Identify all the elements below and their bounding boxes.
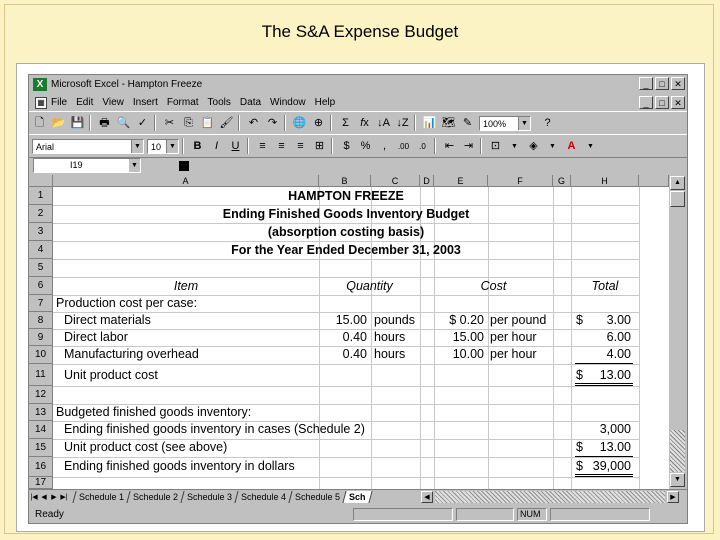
format-painter-icon[interactable]: 🖌 bbox=[219, 116, 234, 129]
total-manufacturing-overhead[interactable]: 4.00 bbox=[606, 347, 631, 361]
first-sheet-icon[interactable]: |◀ bbox=[30, 494, 38, 501]
scroll-track[interactable] bbox=[670, 430, 685, 472]
decrease-decimal-button[interactable]: .0 bbox=[419, 141, 426, 151]
copy-icon[interactable]: ⎘ bbox=[184, 116, 193, 129]
web-toolbar-icon[interactable]: ⊕ bbox=[313, 116, 324, 129]
report-subtitle[interactable]: Ending Finished Goods Inventory Budget bbox=[222, 207, 470, 221]
total-direct-labor[interactable]: 6.00 bbox=[606, 330, 631, 344]
window-controls bbox=[639, 77, 685, 90]
menu-help[interactable]: Help bbox=[314, 97, 336, 108]
tab-label: Schedule 3 bbox=[187, 492, 233, 502]
name-box[interactable] bbox=[33, 158, 141, 173]
tab-schedule-3[interactable] bbox=[180, 491, 238, 503]
status-num: NUM bbox=[520, 508, 541, 519]
subtotal-underline bbox=[575, 363, 633, 364]
bold-button[interactable]: B bbox=[193, 139, 202, 152]
print-preview-icon[interactable]: 🔍 bbox=[116, 116, 131, 129]
scroll-down-icon[interactable]: ▼ bbox=[670, 473, 685, 487]
vertical-scrollbar[interactable] bbox=[669, 175, 687, 489]
chevron-down-icon[interactable]: ▼ bbox=[587, 142, 594, 150]
cost-direct-labor[interactable]: 15.00 bbox=[452, 330, 484, 344]
header-quantity[interactable]: Quantity bbox=[346, 279, 393, 293]
total-double-underline bbox=[575, 385, 633, 386]
row-header-15[interactable]: 15 bbox=[29, 439, 53, 457]
column-header-c[interactable]: C bbox=[371, 175, 420, 187]
row-label-unit-product-cost-ref[interactable]: Unit product cost (see above) bbox=[64, 440, 228, 454]
font-size-value: 10 bbox=[151, 141, 162, 152]
report-period[interactable]: For the Year Ended December 31, 2003 bbox=[231, 243, 461, 257]
toolbar-separator bbox=[89, 115, 91, 131]
menu-window[interactable]: Window bbox=[270, 97, 306, 108]
status-panel bbox=[456, 508, 514, 521]
tab-schedule-4[interactable] bbox=[235, 491, 293, 503]
toolbar-separator bbox=[154, 115, 156, 131]
toolbar-separator bbox=[238, 115, 240, 131]
prev-sheet-icon[interactable]: ◀ bbox=[41, 494, 47, 501]
tab-schedule-2[interactable] bbox=[126, 491, 184, 503]
grid-line bbox=[53, 477, 639, 478]
excel-doc-icon[interactable]: ▦ bbox=[35, 97, 47, 109]
grid-line bbox=[53, 364, 639, 365]
doc-restore-button[interactable]: □ bbox=[655, 96, 669, 109]
chevron-down-icon[interactable]: ▼ bbox=[511, 142, 518, 150]
office-assistant-icon[interactable]: ? bbox=[544, 116, 551, 129]
column-header-d[interactable]: D bbox=[420, 175, 434, 187]
window-title: Microsoft Excel - Hampton Freeze bbox=[51, 78, 203, 90]
toolbar-separator bbox=[480, 138, 482, 154]
sort-descending-icon[interactable]: ↓Z bbox=[396, 116, 409, 129]
row-header-17[interactable]: 17 bbox=[29, 477, 53, 489]
status-text: Ready bbox=[35, 508, 64, 520]
worksheet-grid[interactable] bbox=[29, 175, 669, 489]
total-direct-materials[interactable]: 3.00 bbox=[606, 313, 631, 327]
chevron-down-icon[interactable]: ▼ bbox=[549, 142, 556, 150]
section-production-cost[interactable]: Production cost per case: bbox=[56, 296, 198, 310]
total-ending-inventory-dollars[interactable]: 39,000 bbox=[592, 459, 631, 473]
decrease-indent-icon[interactable]: ⇤ bbox=[444, 139, 455, 152]
row-header-6[interactable]: 6 bbox=[29, 277, 53, 295]
increase-decimal-button[interactable]: .00 bbox=[397, 141, 410, 151]
qty-manufacturing-overhead[interactable]: 0.40 bbox=[342, 347, 367, 361]
excel-app-icon[interactable]: X bbox=[33, 78, 47, 91]
save-icon[interactable]: 💾 bbox=[70, 116, 85, 129]
tab-label: Schedule 4 bbox=[241, 492, 287, 502]
tab-label: Schedule 1 bbox=[79, 492, 125, 502]
font-name-select[interactable] bbox=[32, 139, 144, 154]
grid-line bbox=[53, 259, 639, 260]
row-header-9[interactable]: 9 bbox=[29, 329, 53, 346]
total-sign: $ bbox=[576, 368, 583, 382]
cut-icon[interactable]: ✂ bbox=[164, 116, 175, 129]
column-header-g[interactable]: G bbox=[553, 175, 571, 187]
italic-button[interactable]: I bbox=[214, 139, 219, 152]
total-double-underline bbox=[575, 383, 633, 384]
header-total[interactable]: Total bbox=[591, 279, 619, 293]
next-sheet-icon[interactable]: ▶ bbox=[51, 494, 57, 501]
column-header-f[interactable]: F bbox=[488, 175, 553, 187]
header-cost[interactable]: Cost bbox=[480, 279, 507, 293]
column-header-filler bbox=[639, 175, 669, 187]
row-header-1[interactable]: 1 bbox=[29, 187, 53, 205]
title-bar bbox=[29, 75, 687, 93]
zoom-select[interactable] bbox=[479, 116, 531, 131]
toolbar-separator bbox=[330, 115, 332, 131]
grid-line bbox=[639, 187, 640, 489]
underline-button[interactable]: U bbox=[231, 139, 240, 152]
tab-label: Schedule 2 bbox=[133, 492, 179, 502]
column-header-h[interactable]: H bbox=[571, 175, 639, 187]
row-label-direct-labor[interactable]: Direct labor bbox=[64, 330, 128, 344]
doc-close-button[interactable]: ✕ bbox=[671, 96, 685, 109]
function-icon[interactable]: fx bbox=[360, 116, 369, 129]
print-icon[interactable]: 🖶 bbox=[99, 116, 110, 129]
align-left-icon[interactable]: ≡ bbox=[259, 139, 266, 152]
currency-button[interactable]: $ bbox=[343, 139, 350, 152]
report-title[interactable]: HAMPTON FREEZE bbox=[288, 189, 404, 203]
qty-direct-materials[interactable]: 15.00 bbox=[335, 313, 367, 327]
standard-toolbar bbox=[29, 111, 687, 135]
slide-title: The S&A Expense Budget bbox=[261, 22, 459, 41]
qty-unit-direct-materials[interactable]: pounds bbox=[374, 313, 416, 327]
row-label-unit-product-cost[interactable]: Unit product cost bbox=[64, 368, 158, 382]
percent-button[interactable]: % bbox=[360, 139, 371, 152]
row-header-5[interactable]: 5 bbox=[29, 259, 53, 277]
zoom-value: 100% bbox=[483, 118, 507, 129]
column-header-e[interactable]: E bbox=[434, 175, 488, 187]
total-unit-product-cost[interactable]: 13.00 bbox=[599, 368, 631, 382]
menu-view[interactable]: View bbox=[102, 97, 124, 108]
qty-unit-manufacturing-overhead[interactable]: hours bbox=[374, 347, 406, 361]
last-sheet-icon[interactable]: ▶| bbox=[60, 494, 68, 501]
sheet-tab-bar bbox=[29, 489, 687, 504]
qty-unit-direct-labor[interactable]: hours bbox=[374, 330, 406, 344]
tab-schedule-1[interactable] bbox=[72, 491, 130, 503]
chevron-down-icon[interactable]: ▼ bbox=[166, 140, 178, 153]
horizontal-scroll-track[interactable] bbox=[435, 491, 665, 503]
row-header-7[interactable]: 7 bbox=[29, 295, 53, 312]
font-name-value: Arial bbox=[36, 141, 55, 152]
row-header-2[interactable]: 2 bbox=[29, 205, 53, 223]
subtotal-underline bbox=[575, 456, 633, 457]
row-header-14[interactable]: 14 bbox=[29, 421, 53, 439]
chevron-down-icon[interactable]: ▼ bbox=[131, 140, 143, 153]
align-right-icon[interactable]: ≡ bbox=[297, 139, 304, 152]
status-num-panel bbox=[517, 508, 547, 521]
column-header-b[interactable]: B bbox=[319, 175, 371, 187]
map-icon[interactable]: 🗺 bbox=[441, 116, 456, 129]
formula-marker-icon bbox=[179, 161, 189, 171]
scroll-left-icon[interactable]: ◀ bbox=[421, 491, 433, 503]
menu-data[interactable]: Data bbox=[239, 97, 262, 108]
chevron-down-icon[interactable]: ▼ bbox=[518, 117, 530, 130]
new-icon[interactable]: 🗋 bbox=[35, 116, 44, 129]
tab-schedule-5[interactable] bbox=[289, 491, 347, 503]
row-label-direct-materials[interactable]: Direct materials bbox=[64, 313, 151, 327]
row-header-10[interactable]: 10 bbox=[29, 346, 53, 364]
row-label-manufacturing-overhead[interactable]: Manufacturing overhead bbox=[64, 347, 199, 361]
tab-schedule-active[interactable] bbox=[343, 491, 373, 503]
select-all-corner[interactable] bbox=[29, 175, 53, 187]
row-header-4[interactable]: 4 bbox=[29, 241, 53, 259]
row-label-ending-inventory-dollars[interactable]: Ending finished goods inventory in dollars bbox=[64, 459, 295, 473]
menu-edit[interactable]: Edit bbox=[76, 97, 94, 108]
row-header-16[interactable]: 16 bbox=[29, 457, 53, 477]
redo-icon[interactable]: ↷ bbox=[267, 116, 278, 129]
spelling-icon[interactable]: ✓ bbox=[137, 116, 148, 129]
close-button[interactable]: ✕ bbox=[671, 77, 685, 90]
comma-button[interactable]: , bbox=[382, 139, 387, 152]
scroll-right-icon[interactable]: ▶ bbox=[667, 491, 679, 503]
chart-wizard-icon[interactable]: 📊 bbox=[422, 116, 437, 129]
menu-bar bbox=[29, 94, 687, 111]
scroll-thumb[interactable] bbox=[670, 191, 685, 207]
menu-format[interactable]: Format bbox=[166, 97, 199, 108]
report-basis[interactable]: (absorption costing basis) bbox=[267, 225, 425, 239]
cost-manufacturing-overhead[interactable]: 10.00 bbox=[452, 347, 484, 361]
row-header-3[interactable]: 3 bbox=[29, 223, 53, 241]
row-header-13[interactable]: 13 bbox=[29, 404, 53, 421]
formula-bar bbox=[29, 157, 687, 174]
row-header-8[interactable]: 8 bbox=[29, 312, 53, 329]
font-size-select[interactable] bbox=[147, 139, 179, 154]
cost-unit-manufacturing-overhead[interactable]: per hour bbox=[490, 347, 537, 361]
cost-unit-direct-labor[interactable]: per hour bbox=[490, 330, 537, 344]
tab-label: Sch bbox=[349, 492, 366, 502]
section-budgeted-inventory[interactable]: Budgeted finished goods inventory: bbox=[56, 405, 252, 419]
menu-insert[interactable]: Insert bbox=[132, 97, 158, 108]
row-header-12[interactable]: 12 bbox=[29, 386, 53, 404]
align-center-icon[interactable]: ≡ bbox=[278, 139, 285, 152]
merge-center-icon[interactable]: ⊞ bbox=[314, 139, 325, 152]
grid-line bbox=[53, 386, 639, 387]
toolbar-separator bbox=[434, 138, 436, 154]
total-ending-inventory-cases[interactable]: 3,000 bbox=[599, 422, 631, 436]
font-color-icon[interactable]: A bbox=[567, 139, 576, 152]
scroll-up-icon[interactable]: ▲ bbox=[670, 176, 685, 190]
doc-window-controls bbox=[639, 96, 685, 109]
menu-tools[interactable]: Tools bbox=[207, 97, 231, 108]
increase-indent-icon[interactable]: ⇥ bbox=[463, 139, 474, 152]
paste-icon[interactable]: 📋 bbox=[200, 116, 215, 129]
toolbar-separator bbox=[284, 115, 286, 131]
cost-unit-direct-materials[interactable]: per pound bbox=[490, 313, 547, 327]
column-header-a[interactable]: A bbox=[53, 175, 319, 187]
hyperlink-icon[interactable]: 🌐 bbox=[292, 116, 307, 129]
open-icon[interactable]: 📂 bbox=[51, 116, 66, 129]
total-sign: $ bbox=[576, 459, 583, 473]
toolbar-separator bbox=[414, 115, 416, 131]
autosum-icon[interactable]: Σ bbox=[342, 116, 349, 129]
toolbar-separator bbox=[247, 138, 249, 154]
total-sign: $ bbox=[576, 313, 583, 327]
cost-direct-materials[interactable]: $ 0.20 bbox=[449, 313, 484, 327]
undo-icon[interactable]: ↶ bbox=[248, 116, 259, 129]
qty-direct-labor[interactable]: 0.40 bbox=[342, 330, 367, 344]
total-double-underline bbox=[575, 474, 633, 475]
drawing-icon[interactable]: ✎ bbox=[462, 116, 473, 129]
total-unit-product-cost-ref[interactable]: 13.00 bbox=[599, 440, 631, 454]
status-panel bbox=[550, 508, 650, 521]
maximize-button[interactable]: □ bbox=[655, 77, 669, 90]
borders-icon[interactable]: ⊡ bbox=[490, 139, 501, 152]
row-label-ending-inventory-cases[interactable]: Ending finished goods inventory in cases (Schedule 2) bbox=[64, 422, 365, 436]
minimize-button[interactable]: _ bbox=[639, 77, 653, 90]
formula-input[interactable] bbox=[195, 158, 683, 173]
toolbar-separator bbox=[331, 138, 333, 154]
tab-label: Schedule 5 bbox=[295, 492, 341, 502]
doc-minimize-button[interactable]: _ bbox=[639, 96, 653, 109]
excel-window bbox=[28, 74, 688, 524]
toolbar-separator bbox=[182, 138, 184, 154]
status-panel bbox=[353, 508, 453, 521]
row-header-11[interactable]: 11 bbox=[29, 364, 53, 386]
name-box-value: I19 bbox=[70, 160, 83, 170]
header-item[interactable]: Item bbox=[173, 279, 199, 293]
sort-ascending-icon[interactable]: ↓A bbox=[377, 116, 390, 129]
fill-color-icon[interactable]: ◈ bbox=[529, 139, 538, 152]
menu-file[interactable]: File bbox=[51, 97, 68, 108]
total-sign: $ bbox=[576, 440, 583, 454]
total-double-underline bbox=[575, 476, 633, 477]
status-bar bbox=[29, 505, 687, 523]
formatting-toolbar bbox=[29, 134, 687, 158]
chevron-down-icon[interactable]: ▼ bbox=[129, 159, 140, 172]
